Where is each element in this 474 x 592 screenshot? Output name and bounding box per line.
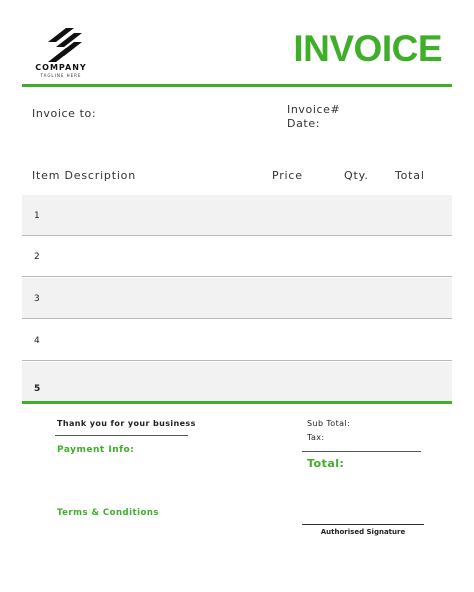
date-label: Date: (287, 117, 320, 130)
invoice-number-label: Invoice# (287, 103, 341, 116)
column-header-total: Total (395, 169, 425, 182)
company-logo (26, 28, 96, 78)
total-label: Total: (307, 457, 345, 470)
tax-label: Tax: (307, 433, 325, 442)
thanks-underline (55, 435, 188, 436)
table-bottom-divider (22, 401, 452, 404)
column-header-description: Item Description (32, 169, 136, 182)
terms-label: Terms & Conditions (57, 508, 159, 518)
table-row (22, 195, 452, 236)
invoice-to-label: Invoice to: (32, 107, 97, 120)
company-tagline: TAGLINE HERE (40, 73, 82, 78)
row-number: 3 (34, 294, 40, 304)
stripes-logo-icon (48, 28, 82, 62)
column-header-qty: Qty. (344, 169, 369, 182)
thank-you-note: Thank you for your business (57, 419, 196, 428)
row-number: 5 (34, 384, 41, 394)
payment-info-label: Payment Info: (57, 445, 135, 455)
signature-line (302, 524, 424, 525)
table-row (22, 236, 452, 277)
header-divider (22, 84, 452, 87)
document-title: INVOICE (293, 28, 442, 69)
row-number: 4 (34, 336, 40, 346)
subtotal-label: Sub Total: (307, 419, 351, 428)
row-number: 2 (34, 252, 40, 262)
table-row (22, 362, 452, 401)
signature-label: Authorised Signature (320, 528, 406, 536)
company-name: COMPANY (35, 63, 87, 72)
row-number: 1 (34, 211, 40, 221)
totals-divider (302, 451, 421, 452)
column-header-price: Price (272, 169, 303, 182)
table-row (22, 278, 452, 319)
table-row (22, 320, 452, 361)
